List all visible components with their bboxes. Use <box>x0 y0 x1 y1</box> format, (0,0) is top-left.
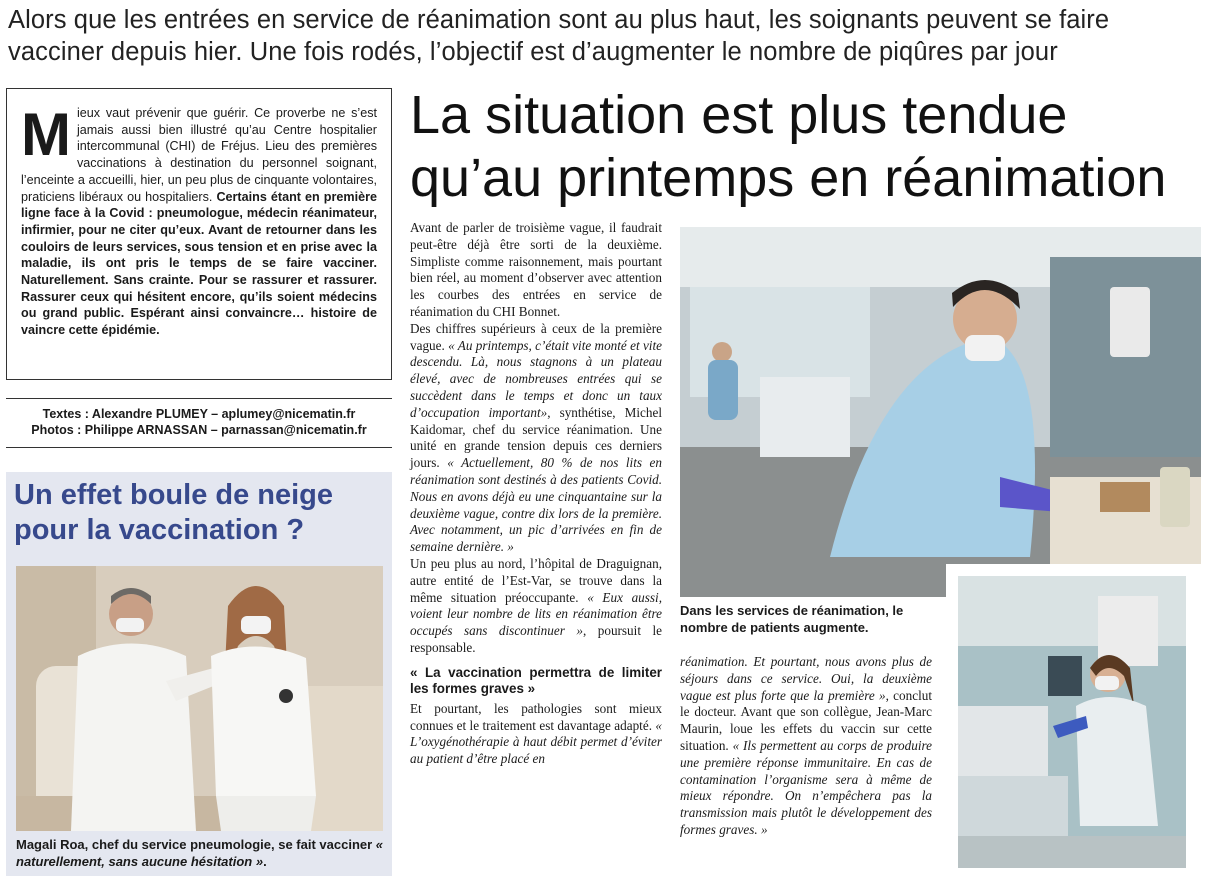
intro-text: ieux vaut prévenir que guérir. Ce proverbe ne s’est jamais aussi bien illustré qu’au Centre hospitalier intercommunal (CHI) de Fréjus. Lieu des premières vaccinations à destination du personnel soignant, l’enceinte a accueilli, hier, un peu plus de cinquante volontaires, praticiens libéraux ou hospitaliers. <box>21 106 377 204</box>
photo-reanimation <box>680 227 1201 597</box>
article-column-2 <box>680 654 932 839</box>
subheading: « La vaccination permettra de limiter les formes graves » <box>410 664 662 696</box>
photo-right-caption: Dans les services de réanimation, le nombre de patients augmente. <box>680 603 904 635</box>
drop-cap: M <box>21 101 71 168</box>
paragraph-3 <box>410 556 662 657</box>
sidebar-title: Un effet boule de neige pour la vaccination ? <box>14 479 334 546</box>
p2-quote-1: « Au printemps, c’était vite monté et vite descendu. Là, nous stagnons à un plateau élevé, avec de nombreuses entrées qui se succèdent dans le temps et donc un taux d’occupation important» <box>410 337 662 420</box>
p3-quote: « Eux aussi, voient leur nombre de lits en réanimation être occupés sans discontinuer » <box>410 589 662 639</box>
article-column-1 <box>410 220 662 768</box>
p4-quote: « L’oxygénothérapie à haut débit permet d’éviter au patient d’être placé en <box>410 717 662 767</box>
credit-photos: Photos : Philippe ARNASSAN – parnassan@nicematin.fr <box>31 422 367 437</box>
caption-text: Magali Roa, chef du service pneumologie, se fait vacciner <box>16 837 376 852</box>
paragraph-5 <box>680 654 932 839</box>
caption-end: . <box>263 854 267 869</box>
headline <box>410 84 1205 210</box>
photo-nurse <box>958 576 1186 868</box>
photo-vaccination <box>16 566 383 831</box>
p5-quote-1: réanimation. Et pourtant, nous avons plus de séjours dans ce service. Oui, la deuxième vague est plus forte que la première » <box>680 654 932 703</box>
paragraph-2 <box>410 321 662 556</box>
p2-text-b: , synthétise, Michel Kaidomar, chef du service réanimation. Une unité en grande tension depuis ces derniers jours. <box>410 404 662 471</box>
photo-left-caption <box>16 836 392 870</box>
p3-text-b: , poursuit le responsable. <box>410 623 662 655</box>
paragraph-4 <box>410 701 662 768</box>
p2-text-a: Des chiffres supérieurs à ceux de la première vague. <box>410 320 662 353</box>
credit-texts: Textes : Alexandre PLUMEY – aplumey@nicematin.fr <box>42 407 356 421</box>
sidebar-box <box>6 472 392 876</box>
intro-box <box>6 88 392 380</box>
p5-quote-2: « Ils permettent au corps de produire une première réponse immunitaire. En cas de contamination l’organisme sera à même de mieux répondre. On n’empêchera pas la transmission mais plutôt le développement des formes graves. » <box>680 737 932 837</box>
headline-line-2: qu’au printemps en réanimation <box>410 148 1167 208</box>
credits-box <box>6 398 392 448</box>
article-deck: Alors que les entrées en service de réanimation sont au plus haut, les soignants peuvent se faire vacciner depuis hier. Une fois rodés, l’objectif est d’augmenter le nombre de piqûres par jour <box>8 6 1110 66</box>
headline-line-1: La situation est plus tendue <box>410 85 1068 145</box>
p3-text-a: Un peu plus au nord, l’hôpital de Draguignan, autre entité de l’Est-Var, se trouve dans la même situation préoccupante. <box>410 555 662 605</box>
caption-quote: « naturellement, sans aucune hésitation » <box>16 837 384 869</box>
p2-quote-2: « Actuellement, 80 % de nos lits en réanimation sont destinés à des patients Covid. Nous en avons déjà eu une cinquantaine sur la deuxième vague, contre dix lors de la première. Avec notamment, un pic d’arrivées en fin de semaine dernière. » <box>410 455 663 555</box>
paragraph-1: Avant de parler de troisième vague, il faudrait peut-être déjà être sorti de la deuxième. Simpliste comme raisonnement, mais pourtant bien réel, au moment d’observer avec attention les courbes des entrées en service de réanimation du CHI Bonnet. <box>410 220 662 319</box>
p5-text: , conclut le docteur. Avant que son collègue, Jean-Marc Maurin, loue les effets du vaccin sur cette situation. <box>680 687 932 753</box>
intro-text-bold: Certains étant en première ligne face à la Covid : pneumologue, médecin réanimateur, infirmier, pour ne citer qu’eux. Avant de retourner dans les couloirs de leurs services, sous tension et en prise avec la maladie, ils ont pris le temps de se faire vacciner. Naturellement. Sans crainte. Pour se rassurer et rassurer. Rassurer ceux qui hésitent encore, qu’ils soient médecins ou grand public. Espérant ainsi convaincre… histoire de vaincre cette épidémie. <box>21 189 377 338</box>
p4-text-a: Et pourtant, les pathologies sont mieux connues et le traitement est davantage adapté. <box>410 700 662 733</box>
